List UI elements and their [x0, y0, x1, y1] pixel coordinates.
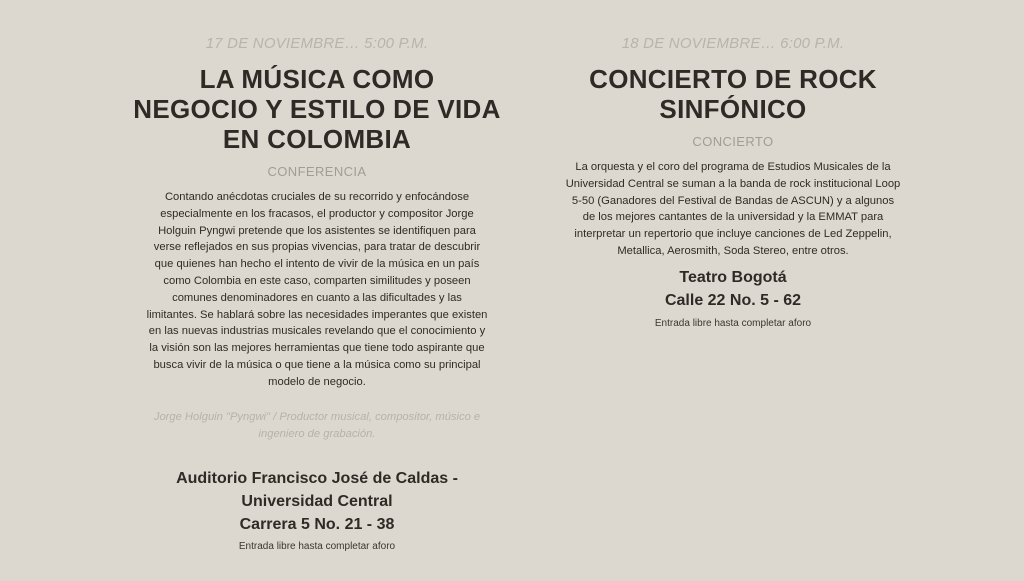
credit-line: Jorge Holguin "Pyngwi" / Productor musical, compositor, músico e: [153, 410, 481, 423]
event-category: CONCIERTO: [692, 134, 774, 149]
event-card-concert: [528, 0, 938, 331]
description-line: modelo de negocio.: [268, 375, 366, 388]
description-line: busca vivir de la música o que tiene a la música como su principal: [153, 358, 481, 371]
event-title-line: SINFÓNICO: [659, 94, 807, 124]
venue-line: Teatro Bogotá: [679, 268, 787, 286]
event-description: [118, 189, 516, 391]
description-line: comunes denominadores en cuanto a las dificultades y las: [172, 291, 462, 304]
event-title-line: NEGOCIO Y ESTILO DE VIDA: [133, 94, 501, 124]
description-line: la visión son las mejores herramientas que tiene todo aspirante que: [149, 342, 485, 355]
description-line: como Colombia en este caso, comparten similitudes y poseen: [163, 274, 471, 287]
event-category: CONFERENCIA: [267, 164, 367, 179]
event-title: [112, 64, 522, 154]
event-venue: [528, 266, 938, 312]
description-line: Universidad Central se suman a la banda de rock institucional Loop: [565, 177, 901, 190]
event-description: [533, 159, 933, 260]
description-line: La orquesta y el coro del programa de Estudios Musicales de la: [575, 161, 891, 173]
event-title: [553, 64, 913, 124]
description-line: especialmente en los fracasos, el productor y compositor Jorge: [160, 207, 474, 220]
event-title-line: EN COLOMBIA: [222, 124, 412, 154]
entry-note: Entrada libre hasta completar aforo: [238, 540, 396, 552]
description-line: verse reflejados en sus propias vivencias, para tratar de descubrir: [153, 241, 481, 254]
credit-line: ingeniero de grabación.: [258, 427, 376, 440]
description-line: Contando anécdotas cruciales de su recorrido y enfocándose: [164, 191, 470, 203]
speaker-credit: [127, 409, 507, 443]
venue-line: Calle 22 No. 5 - 62: [664, 291, 802, 309]
event-venue: [112, 467, 522, 536]
description-line: en las nuevas industrias musicales revelando que el conocimiento y: [148, 325, 486, 338]
description-line: Holguin Pyngwi pretende que los asistentes se identifiquen para: [158, 224, 476, 237]
event-title-line: CONCIERTO DE ROCK: [589, 64, 877, 94]
description-line: 5-50 (Ganadores del Festival de Bandas de ASCUN) y a algunos: [571, 194, 895, 207]
venue-line: Universidad Central: [241, 492, 393, 510]
venue-line: Carrera 5 No. 21 - 38: [239, 515, 395, 533]
description-line: que quienes han hecho el intento de vivir de la música en un país: [154, 258, 480, 271]
description-line: interpretar un repertorio que incluye canciones de Led Zeppelin,: [574, 228, 892, 241]
description-line: limitantes. Se hablará sobre las necesidades imperantes que existen: [146, 308, 488, 321]
venue-line: Auditorio Francisco José de Caldas -: [176, 469, 458, 487]
event-title-line: LA MÚSICA COMO: [199, 64, 435, 94]
description-line: de los mejores cantantes de la universidad y la EMMAT para: [582, 211, 884, 224]
entry-note: Entrada libre hasta completar aforo: [654, 317, 812, 329]
event-date: 17 DE NOVIEMBRE… 5:00 P.M.: [205, 35, 429, 52]
description-line: Metallica, Aerosmith, Soda Stereo, entre otros.: [617, 244, 849, 257]
event-date: 18 DE NOVIEMBRE… 6:00 P.M.: [621, 35, 845, 52]
event-card-conference: [112, 0, 522, 554]
